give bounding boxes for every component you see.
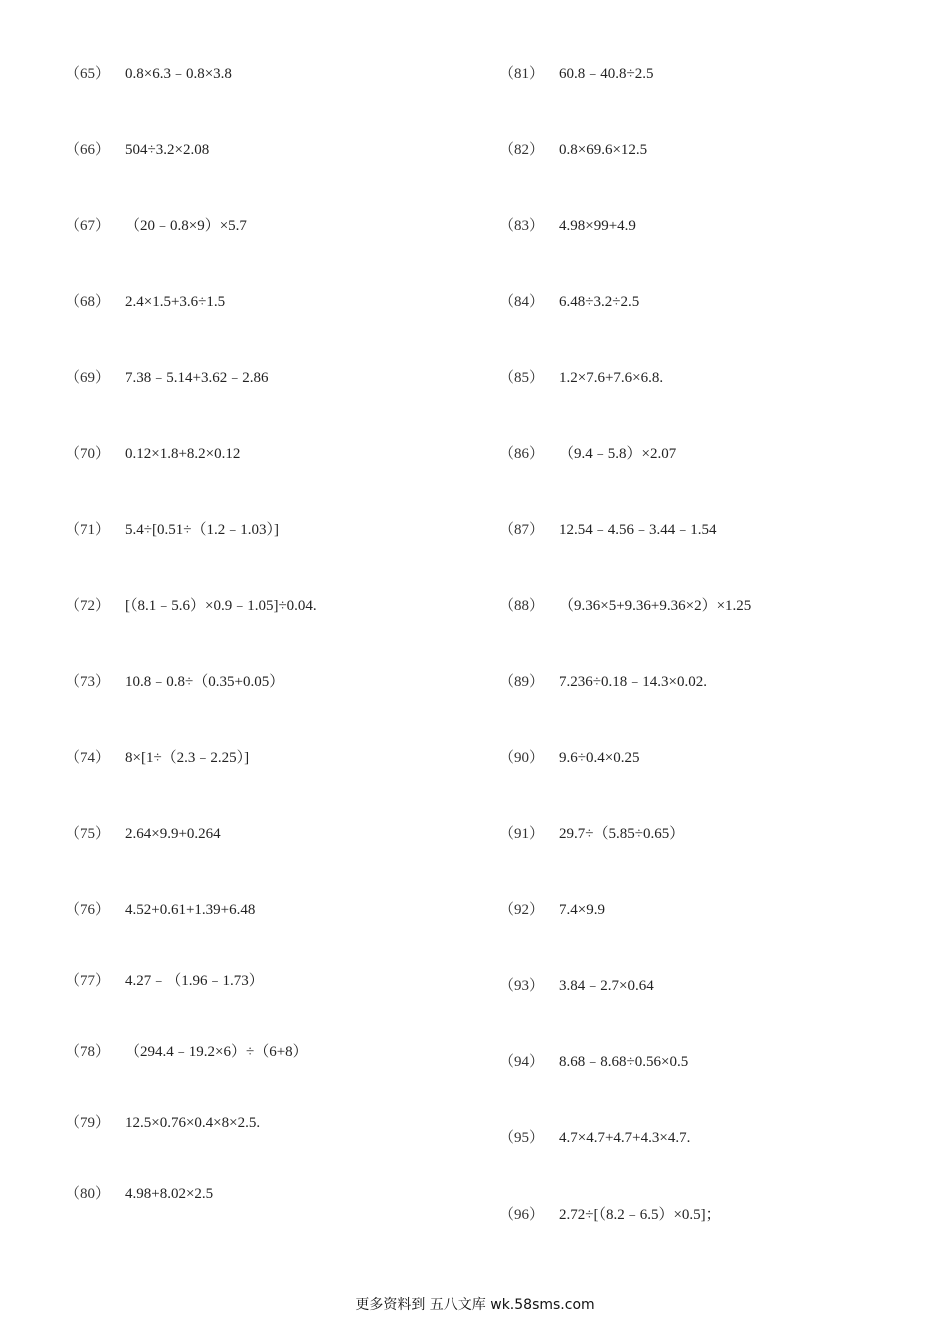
problem-number: （80） (65, 1186, 111, 1202)
problem-number: （88） (499, 598, 545, 614)
problem-expression: 1.2×7.6+7.6×6.8. (559, 370, 664, 386)
problem-expression: 4.27﹣（1.96﹣1.73） (125, 973, 264, 989)
problem-expression: 5.4÷[0.51÷（1.2﹣1.03）] (125, 522, 279, 538)
problem-expression: 504÷3.2×2.08 (125, 142, 210, 158)
problem-expression: 7.236÷0.18﹣14.3×0.02. (559, 674, 707, 690)
problem-expression: 0.8×6.3﹣0.8×3.8 (125, 66, 232, 82)
problem-number: （90） (499, 750, 545, 766)
problem-number: （84） (499, 294, 545, 310)
problem-number: （75） (65, 826, 111, 842)
problem-number: （74） (65, 750, 111, 766)
problem-expression: 60.8﹣40.8÷2.5 (559, 66, 654, 82)
problem-number: （95） (499, 1130, 545, 1146)
problem-number: （93） (499, 978, 545, 994)
problem-number: （89） (499, 674, 545, 690)
problem-number: （86） (499, 446, 545, 462)
problem-number: （92） (499, 902, 545, 918)
problem-expression: 0.12×1.8+8.2×0.12 (125, 446, 241, 462)
problem-expression: 8×[1÷（2.3﹣2.25）] (125, 750, 250, 766)
problem-number: （70） (65, 446, 111, 462)
problem-number: （82） (499, 142, 545, 158)
problem-expression: 2.72÷[（8.2﹣6.5）×0.5]； (559, 1207, 721, 1223)
problem-number: （85） (499, 370, 545, 386)
problem-expression: 4.7×4.7+4.7+4.3×4.7. (559, 1130, 691, 1146)
footer-promo-text: 更多资料到 五八文库 wk.58sms.com (355, 1297, 595, 1313)
problem-number: （76） (65, 902, 111, 918)
problem-expression: （9.36×5+9.36+9.36×2）×1.25 (559, 598, 752, 614)
problem-expression: （294.4﹣19.2×6）÷（6+8） (125, 1044, 308, 1060)
problem-number: （66） (65, 142, 111, 158)
problem-number: （73） (65, 674, 111, 690)
problem-expression: 12.54﹣4.56﹣3.44﹣1.54 (559, 522, 717, 538)
problem-number: （87） (499, 522, 545, 538)
problem-expression: 2.64×9.9+0.264 (125, 826, 221, 842)
problem-number: （83） (499, 218, 545, 234)
problem-expression: 7.4×9.9 (559, 902, 605, 918)
problem-number: （72） (65, 598, 111, 614)
problem-expression: （20﹣0.8×9）×5.7 (125, 218, 247, 234)
problem-number: （68） (65, 294, 111, 310)
problem-expression: 9.6÷0.4×0.25 (559, 750, 640, 766)
problem-expression: 4.52+0.61+1.39+6.48 (125, 902, 256, 918)
problem-expression: 10.8﹣0.8÷（0.35+0.05） (125, 674, 285, 690)
problem-number: （78） (65, 1044, 111, 1060)
problem-number: （96） (499, 1207, 545, 1223)
problem-expression: 4.98+8.02×2.5 (125, 1186, 214, 1202)
problem-number: （91） (499, 826, 545, 842)
problem-expression: 2.4×1.5+3.6÷1.5 (125, 294, 226, 310)
problem-expression: 29.7÷（5.85÷0.65） (559, 826, 685, 842)
problem-expression: 3.84﹣2.7×0.64 (559, 978, 654, 994)
problem-number: （71） (65, 522, 111, 538)
problem-expression: 7.38﹣5.14+3.62﹣2.86 (125, 370, 269, 386)
problem-expression: 8.68﹣8.68÷0.56×0.5 (559, 1054, 689, 1070)
problem-number: （81） (499, 66, 545, 82)
problem-expression: [（8.1﹣5.6）×0.9﹣1.05]÷0.04. (125, 598, 317, 614)
problem-number: （67） (65, 218, 111, 234)
problem-number: （79） (65, 1115, 111, 1131)
problem-number: （94） (499, 1054, 545, 1070)
problem-expression: （9.4﹣5.8）×2.07 (559, 446, 677, 462)
problem-expression: 6.48÷3.2÷2.5 (559, 294, 640, 310)
problem-expression: 12.5×0.76×0.4×8×2.5. (125, 1115, 261, 1131)
problem-number: （65） (65, 66, 111, 82)
problem-expression: 4.98×99+4.9 (559, 218, 636, 234)
problem-expression: 0.8×69.6×12.5 (559, 142, 648, 158)
problem-number: （69） (65, 370, 111, 386)
problem-number: （77） (65, 973, 111, 989)
